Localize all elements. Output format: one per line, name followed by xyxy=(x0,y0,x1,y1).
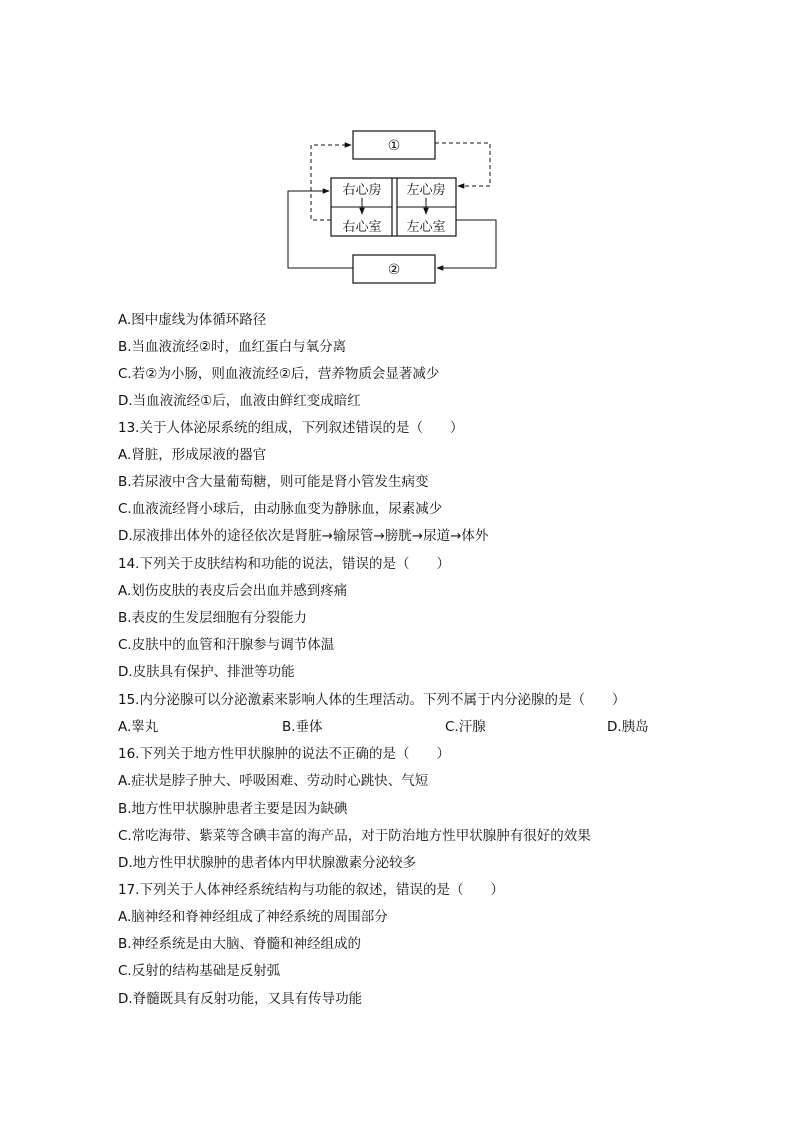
q15-option-d: D.胰岛 xyxy=(607,719,649,735)
q17-option-c: C.反射的结构基础是反射弧 xyxy=(118,963,281,979)
q14-option-b: B.表皮的生发层细胞有分裂能力 xyxy=(118,610,308,626)
q15-stem: 15.内分泌腺可以分泌激素来影响人体的生理活动。下列不属于内分泌腺的是（ ） xyxy=(118,692,626,708)
q13-option-c: C.血液流经肾小球后，由动脉血变为静脉血，尿素减少 xyxy=(118,501,443,517)
q12-option-a: A.图中虚线为体循环路径 xyxy=(118,312,267,328)
q13-stem: 13.关于人体泌尿系统的组成，下列叙述错误的是（ ） xyxy=(118,420,464,436)
right-ventricle-label: 右心室 xyxy=(342,220,382,235)
q12-option-b: B.当血液流经②时，血红蛋白与氧分离 xyxy=(118,339,347,355)
q16-option-c: C.常吃海带、紫菜等含碘丰富的海产品，对于防治地方性甲状腺肿有很好的效果 xyxy=(118,828,591,844)
q16-option-b: B.地方性甲状腺肿患者主要是因为缺碘 xyxy=(118,801,348,817)
q13-option-b: B.若尿液中含大量葡萄糖，则可能是肾小管发生病变 xyxy=(118,474,429,490)
q14-option-d: D.皮肤具有保护、排泄等功能 xyxy=(118,664,295,680)
box-1 xyxy=(353,131,435,159)
box-2-label: ② xyxy=(387,262,401,278)
q13-option-a: A.肾脏，形成尿液的器官 xyxy=(118,447,267,463)
q16-option-d: D.地方性甲状腺肿的患者体内甲状腺激素分泌较多 xyxy=(118,855,417,871)
q14-stem: 14.下列关于皮肤结构和功能的说法，错误的是（ ） xyxy=(118,556,450,572)
q15-option-b: B.垂体 xyxy=(282,719,323,735)
q14-option-c: C.皮肤中的血管和汗腺参与调节体温 xyxy=(118,637,335,653)
heart-diagram xyxy=(331,178,456,236)
q15-option-a: A.睾丸 xyxy=(118,719,159,735)
q16-option-a: A.症状是脖子肿大、呼吸困难、劳动时心跳快、气短 xyxy=(118,773,429,789)
q17-option-a: A.脑神经和脊神经组成了神经系统的周围部分 xyxy=(118,909,388,925)
q14-option-a: A.划伤皮肤的表皮后会出血并感到疼痛 xyxy=(118,583,348,599)
q15-option-c: C.汗腺 xyxy=(445,719,486,735)
left-ventricle-label: 左心室 xyxy=(406,220,446,235)
q17-option-b: B.神经系统是由大脑、脊髓和神经组成的 xyxy=(118,936,362,952)
left-atrium-label: 左心房 xyxy=(406,183,446,198)
right-atrium-label: 右心房 xyxy=(342,183,382,198)
q13-option-d: D.尿液排出体外的途径依次是肾脏→输尿管→膀胱→尿道→体外 xyxy=(118,528,489,544)
q17-option-d: D.脊髓既具有反射功能，又具有传导功能 xyxy=(118,991,363,1007)
q12-option-d: D.当血液流经①后，血液由鲜红变成暗红 xyxy=(118,393,361,409)
q17-stem: 17.下列关于人体神经系统结构与功能的叙述，错误的是（ ） xyxy=(118,882,504,898)
q12-option-c: C.若②为小肠，则血液流经②后，营养物质会显著减少 xyxy=(118,366,440,382)
circulation-diagram xyxy=(0,0,794,300)
box-2 xyxy=(353,255,435,283)
box-1-label: ① xyxy=(387,138,401,154)
q16-stem: 16.下列关于地方性甲状腺肿的说法不正确的是（ ） xyxy=(118,746,450,762)
